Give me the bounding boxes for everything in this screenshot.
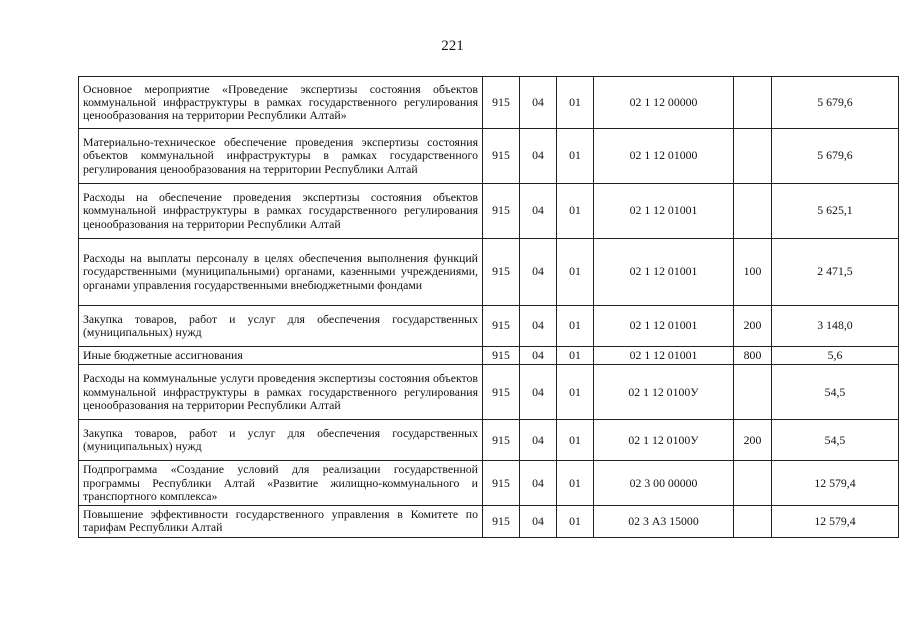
- ministry-code: 915: [483, 306, 520, 347]
- section-code: 04: [520, 347, 557, 365]
- ministry-code: 915: [483, 420, 520, 461]
- amount-value: 5 679,6: [772, 129, 899, 184]
- expense-type-code: [734, 129, 772, 184]
- ministry-code: 915: [483, 461, 520, 506]
- section-code: 04: [520, 129, 557, 184]
- section-code: 04: [520, 184, 557, 239]
- expense-type-code: [734, 365, 772, 420]
- table-row: [79, 347, 899, 365]
- amount-value: 5 679,6: [772, 77, 899, 129]
- amount-value: 54,5: [772, 420, 899, 461]
- table-row: [79, 239, 899, 306]
- subsection-code: 01: [557, 184, 594, 239]
- target-article-code: 02 1 12 01001: [594, 347, 734, 365]
- page-number: 221: [441, 38, 464, 54]
- amount-value: 2 471,5: [772, 239, 899, 306]
- table-row: [79, 129, 899, 184]
- expense-type-code: 100: [734, 239, 772, 306]
- budget-table: [78, 76, 899, 538]
- target-article-code: 02 1 12 01001: [594, 184, 734, 239]
- row-description: Расходы на выплаты персоналу в целях обеспечения выполнения функций государственными (муниципальными) органами, казенными учреждениями, органами управления государственными внебюджетными фондами: [79, 239, 483, 306]
- ministry-code: 915: [483, 239, 520, 306]
- target-article-code: 02 1 12 00000: [594, 77, 734, 129]
- row-description: Повышение эффективности государственного управления в Комитете по тарифам Республики Алтай: [79, 506, 483, 538]
- target-article-code: 02 3 00 00000: [594, 461, 734, 506]
- section-code: 04: [520, 365, 557, 420]
- subsection-code: 01: [557, 77, 594, 129]
- amount-value: 3 148,0: [772, 306, 899, 347]
- section-code: 04: [520, 506, 557, 538]
- subsection-code: 01: [557, 420, 594, 461]
- table-row: [79, 420, 899, 461]
- table-row: [79, 77, 899, 129]
- expense-type-code: 200: [734, 306, 772, 347]
- expense-type-code: [734, 506, 772, 538]
- ministry-code: 915: [483, 77, 520, 129]
- table-row: [79, 506, 899, 538]
- expense-type-code: 800: [734, 347, 772, 365]
- row-description: Закупка товаров, работ и услуг для обеспечения государственных (муниципальных) нужд: [79, 420, 483, 461]
- subsection-code: 01: [557, 129, 594, 184]
- row-description: Расходы на обеспечение проведения экспертизы состояния объектов коммунальной инфраструктуры в рамках государственного регулирования ценообразования на территории Республики Алтай: [79, 184, 483, 239]
- target-article-code: 02 3 А3 15000: [594, 506, 734, 538]
- subsection-code: 01: [557, 365, 594, 420]
- ministry-code: 915: [483, 129, 520, 184]
- target-article-code: 02 1 12 0100У: [594, 365, 734, 420]
- expense-type-code: [734, 461, 772, 506]
- row-description: Иные бюджетные ассигнования: [79, 347, 483, 365]
- table-row: [79, 306, 899, 347]
- subsection-code: 01: [557, 506, 594, 538]
- target-article-code: 02 1 12 01000: [594, 129, 734, 184]
- amount-value: 54,5: [772, 365, 899, 420]
- expense-type-code: [734, 184, 772, 239]
- section-code: 04: [520, 420, 557, 461]
- section-code: 04: [520, 306, 557, 347]
- row-description: Расходы на коммунальные услуги проведения экспертизы состояния объектов коммунальной инфраструктуры в рамках государственного регулирования ценообразования на территории Республики Алтай: [79, 365, 483, 420]
- subsection-code: 01: [557, 461, 594, 506]
- ministry-code: 915: [483, 184, 520, 239]
- table-row: [79, 184, 899, 239]
- subsection-code: 01: [557, 239, 594, 306]
- expense-type-code: 200: [734, 420, 772, 461]
- ministry-code: 915: [483, 506, 520, 538]
- subsection-code: 01: [557, 306, 594, 347]
- table-row: [79, 365, 899, 420]
- target-article-code: 02 1 12 01001: [594, 239, 734, 306]
- subsection-code: 01: [557, 347, 594, 365]
- row-description: Закупка товаров, работ и услуг для обеспечения государственных (муниципальных) нужд: [79, 306, 483, 347]
- expense-type-code: [734, 77, 772, 129]
- row-description: Материально-техническое обеспечение проведения экспертизы состояния объектов коммунальной инфраструктуры в рамках государственного регулирования ценообразования на территории Республики Алтай: [79, 129, 483, 184]
- amount-value: 12 579,4: [772, 506, 899, 538]
- amount-value: 5,6: [772, 347, 899, 365]
- target-article-code: 02 1 12 01001: [594, 306, 734, 347]
- target-article-code: 02 1 12 0100У: [594, 420, 734, 461]
- amount-value: 12 579,4: [772, 461, 899, 506]
- section-code: 04: [520, 461, 557, 506]
- ministry-code: 915: [483, 347, 520, 365]
- ministry-code: 915: [483, 365, 520, 420]
- amount-value: 5 625,1: [772, 184, 899, 239]
- section-code: 04: [520, 239, 557, 306]
- section-code: 04: [520, 77, 557, 129]
- row-description: Основное мероприятие «Проведение экспертизы состояния объектов коммунальной инфраструктуры в рамках государственного регулирования ценообразования на территории Республики Алтай»: [79, 77, 483, 129]
- table-row: [79, 461, 899, 506]
- row-description: Подпрограмма «Создание условий для реализации государственной программы Республики Алтай «Развитие жилищно-коммунального и транспортного комплекса»: [79, 461, 483, 506]
